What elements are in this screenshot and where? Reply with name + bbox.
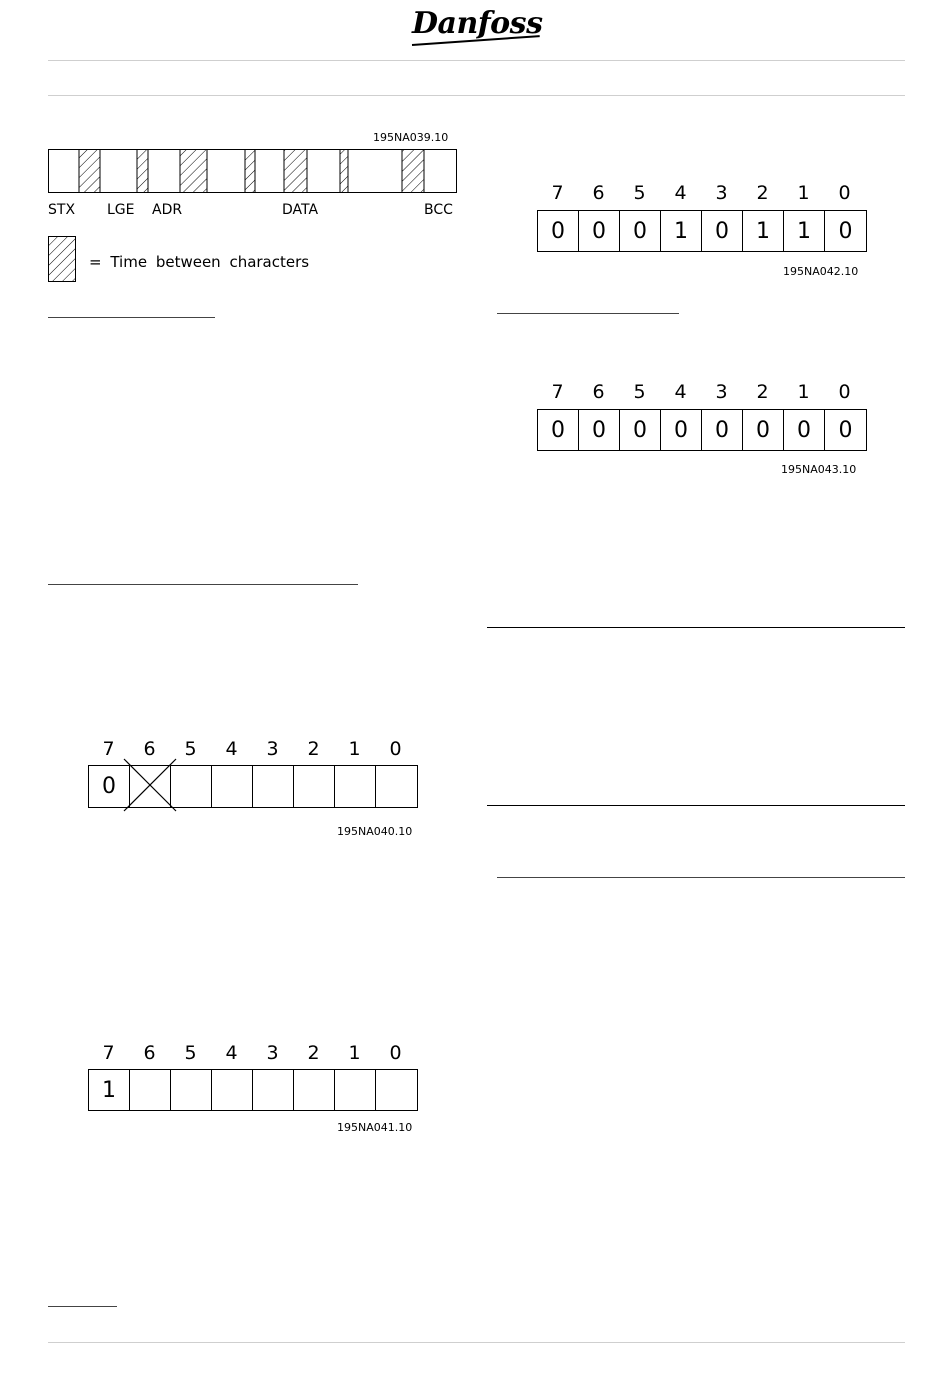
bit-number: 0 [389, 738, 402, 760]
bit-number: 7 [551, 381, 564, 403]
bit-number: 7 [102, 1042, 115, 1064]
bit-number: 2 [307, 738, 320, 760]
figure-ref: 195NA042.10 [783, 265, 859, 278]
bit-cell: 0 [702, 410, 743, 450]
bit-numbers [537, 381, 865, 403]
bit-cell [130, 1070, 171, 1110]
bit-number: 6 [592, 381, 605, 403]
bit-cell: 0 [89, 766, 130, 807]
bit-number: 6 [592, 182, 605, 204]
bit-number: 2 [756, 182, 769, 204]
gap-stx-lge [79, 150, 100, 193]
bit-number: 7 [551, 182, 564, 204]
gap-data-bcc [402, 150, 424, 193]
telegram-diagram [48, 149, 458, 194]
gap-data-1 [245, 150, 255, 193]
bit-number: 4 [674, 381, 687, 403]
figure-ref: 195NA039.10 [373, 131, 449, 144]
bit-cell [212, 1070, 253, 1110]
crossed-bit-mark [120, 757, 180, 817]
bit-cell [212, 766, 253, 807]
gap-data-2 [284, 150, 307, 193]
label-adr: ADR [152, 202, 183, 218]
header-rule-bottom [48, 95, 905, 96]
gap-adr-data [180, 150, 207, 193]
section-rule [497, 313, 679, 314]
bit-number: 1 [797, 182, 810, 204]
bit-number: 5 [184, 738, 197, 760]
bit-number: 5 [633, 182, 646, 204]
bit-number: 1 [797, 381, 810, 403]
bit-cell: 1 [89, 1070, 130, 1110]
bit-number: 4 [674, 182, 687, 204]
bit-cell [253, 766, 294, 807]
bit-cell [335, 1070, 376, 1110]
label-bcc: BCC [424, 202, 453, 218]
label-stx: STX [48, 202, 76, 218]
gap-data-3 [340, 150, 348, 193]
bit-cell: 0 [620, 410, 661, 450]
footer-rule [48, 1342, 905, 1343]
legend-text: = Time between characters [89, 253, 310, 271]
bit-numbers [537, 182, 865, 204]
bit-cell: 1 [784, 211, 825, 251]
section-rule [497, 877, 905, 878]
bit-cell: 0 [838, 218, 853, 244]
bit-number: 0 [389, 1042, 402, 1064]
bit-number: 2 [307, 1042, 320, 1064]
bit-cell: 0 [661, 410, 702, 450]
bit-cell [253, 1070, 294, 1110]
bit-cell [376, 766, 417, 807]
bit-cell [294, 1070, 335, 1110]
bit-number: 0 [838, 381, 851, 403]
bit-cell: 0 [784, 410, 825, 450]
section-rule [48, 584, 358, 585]
bit-row [537, 409, 867, 451]
bit-cell [294, 766, 335, 807]
bit-number: 3 [715, 381, 728, 403]
bit-cell: 0 [579, 410, 620, 450]
footnote-rule [48, 1306, 117, 1307]
bit-cell: 0 [838, 417, 853, 443]
section-rule [48, 317, 215, 318]
bit-cell: 0 [620, 211, 661, 251]
table-rule [487, 627, 905, 628]
bit-cell: 1 [661, 211, 702, 251]
bit-number: 0 [838, 182, 851, 204]
bit-cell [171, 1070, 212, 1110]
bit-row [88, 1069, 418, 1111]
bit-numbers [88, 1042, 416, 1064]
bit-number: 1 [348, 1042, 361, 1064]
figure-ref: 195NA043.10 [781, 463, 857, 476]
label-data: DATA [282, 202, 319, 218]
figure-ref: 195NA041.10 [337, 1121, 413, 1134]
bit-number: 6 [143, 1042, 156, 1064]
bit-row [537, 210, 867, 252]
bit-cell [376, 1070, 417, 1110]
danfoss-logo: Danfoss [412, 6, 543, 41]
bit-number: 3 [715, 182, 728, 204]
bit-number: 2 [756, 381, 769, 403]
bit-cell: 1 [743, 211, 784, 251]
bit-number: 3 [266, 1042, 279, 1064]
header-rule-top [48, 60, 905, 61]
bit-cell: 0 [538, 410, 579, 450]
bit-number: 7 [102, 738, 115, 760]
bit-number: 1 [348, 738, 361, 760]
bit-cell: 0 [579, 211, 620, 251]
bit-cell: 0 [743, 410, 784, 450]
bit-number: 5 [633, 381, 646, 403]
label-lge: LGE [107, 202, 135, 218]
bit-cell [335, 766, 376, 807]
bit-cell: 0 [702, 211, 743, 251]
bit-number: 3 [266, 738, 279, 760]
bit-number: 5 [184, 1042, 197, 1064]
table-rule [487, 805, 905, 806]
bit-number: 4 [225, 1042, 238, 1064]
gap-lge-adr [137, 150, 148, 193]
bit-number: 6 [143, 738, 156, 760]
legend-hatch-swatch [48, 236, 76, 282]
figure-ref: 195NA040.10 [337, 825, 413, 838]
bit-cell: 0 [538, 211, 579, 251]
bit-number: 4 [225, 738, 238, 760]
